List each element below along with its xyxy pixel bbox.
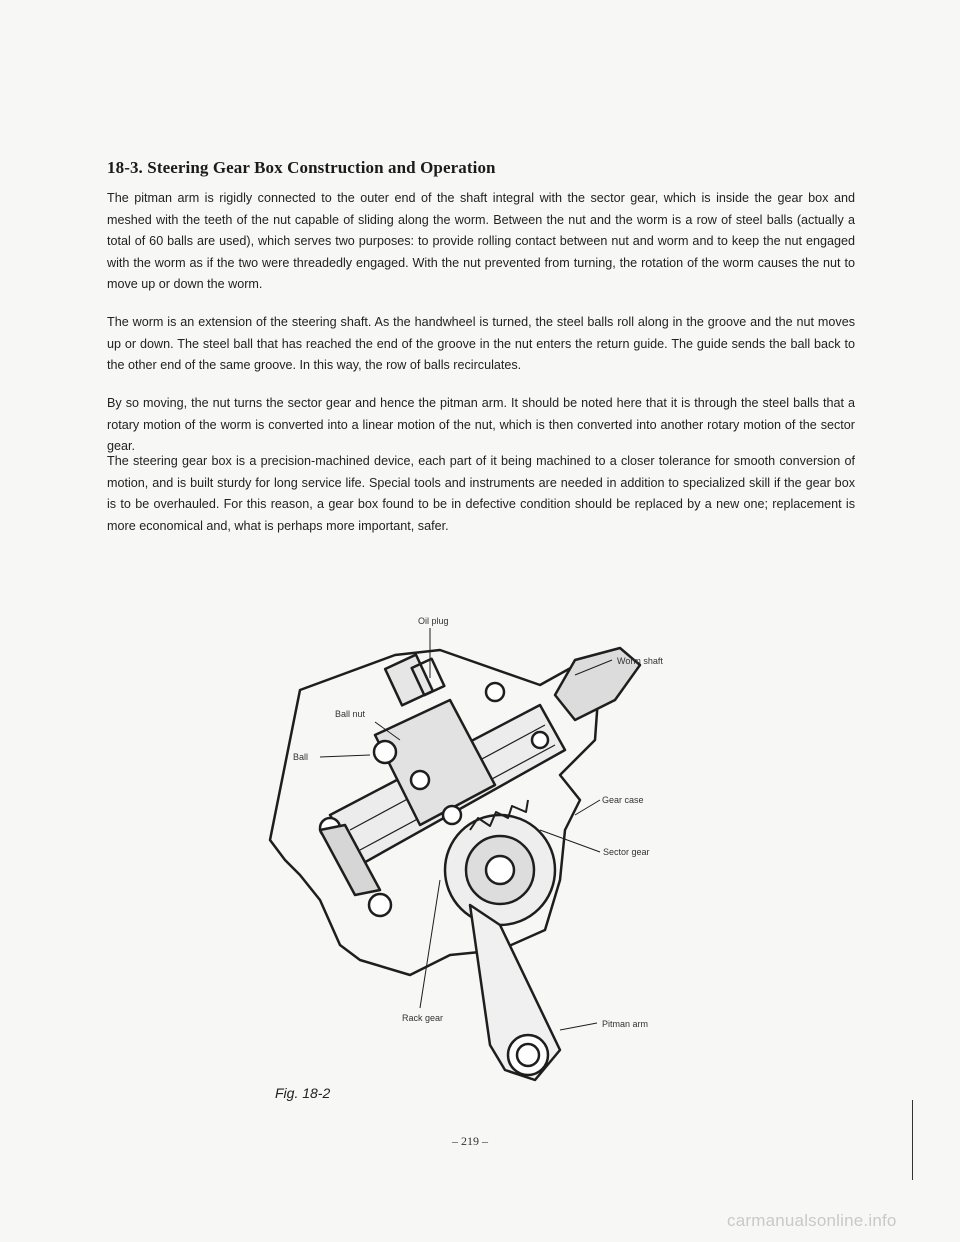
page-number: – 219 – <box>452 1134 488 1148</box>
ball-4 <box>486 683 504 701</box>
label-worm-shaft: Worm shaft <box>617 656 663 666</box>
margin-rule <box>912 1100 913 1180</box>
label-rack-gear: Rack gear <box>402 1013 444 1023</box>
label-ball-nut: Ball nut <box>335 709 366 719</box>
watermark: carmanualsonline.info <box>727 1211 897 1230</box>
label-gear-case: Gear case <box>602 795 644 805</box>
ball-2 <box>411 771 429 789</box>
figure-caption: Fig. 18-2 <box>275 1085 331 1101</box>
ball-5 <box>532 732 548 748</box>
paragraph-2: The worm is an extension of the steering shaft. As the handwheel is turned, the steel balls roll along in the groove and the nut moves up or down. The steel ball that has reached the end of the groove in the nut enters the return guide. The guide sends the ball back to the other end of the same groove. In this way, the row of balls recirculates. <box>107 315 855 372</box>
paragraph-1: The pitman arm is rigidly connected to the outer end of the shaft integral with the sector gear, which is inside the gear box and meshed with the teeth of the nut capable of sliding along the worm. Between the nut and the worm is a row of steel balls (actually a total of 60 balls are used), which serves two purposes: to provide rolling contact between nut and worm and to keep the nut engaged with the worm as if the two were threadedly engaged. With the nut prevented from turning, the rotation of the worm causes the nut to move up or down the worm. <box>107 191 855 291</box>
label-pitman-arm: Pitman arm <box>602 1019 649 1029</box>
label-ball: Ball <box>293 752 309 762</box>
ball-7 <box>369 894 391 916</box>
paragraph-4: The steering gear box is a precision-machined device, each part of it being machined to a closer tolerance for smooth conversion of motion, and is built sturdy for long service life. Special tools and instruments are needed in addition to specialized skill if the gear box is to be overhauled. For this reason, a gear box found to be in defective condition should be replaced by a new one; replacement is more economical and, what is perhaps more important, safer. <box>107 454 855 533</box>
paragraph-3: By so moving, the nut turns the sector gear and hence the pitman arm. It should be noted here that it is through the steel balls that a rotary motion of the worm is converted into a linear motion of the nut, which is then converted into another rotary motion of the sector gear. <box>107 396 855 453</box>
page-title: 18-3. Steering Gear Box Construction and Operation <box>107 158 496 177</box>
label-sector-gear: Sector gear <box>603 847 650 857</box>
label-oil-plug: Oil plug <box>418 616 449 626</box>
ball-3 <box>443 806 461 824</box>
ball-1 <box>374 741 396 763</box>
